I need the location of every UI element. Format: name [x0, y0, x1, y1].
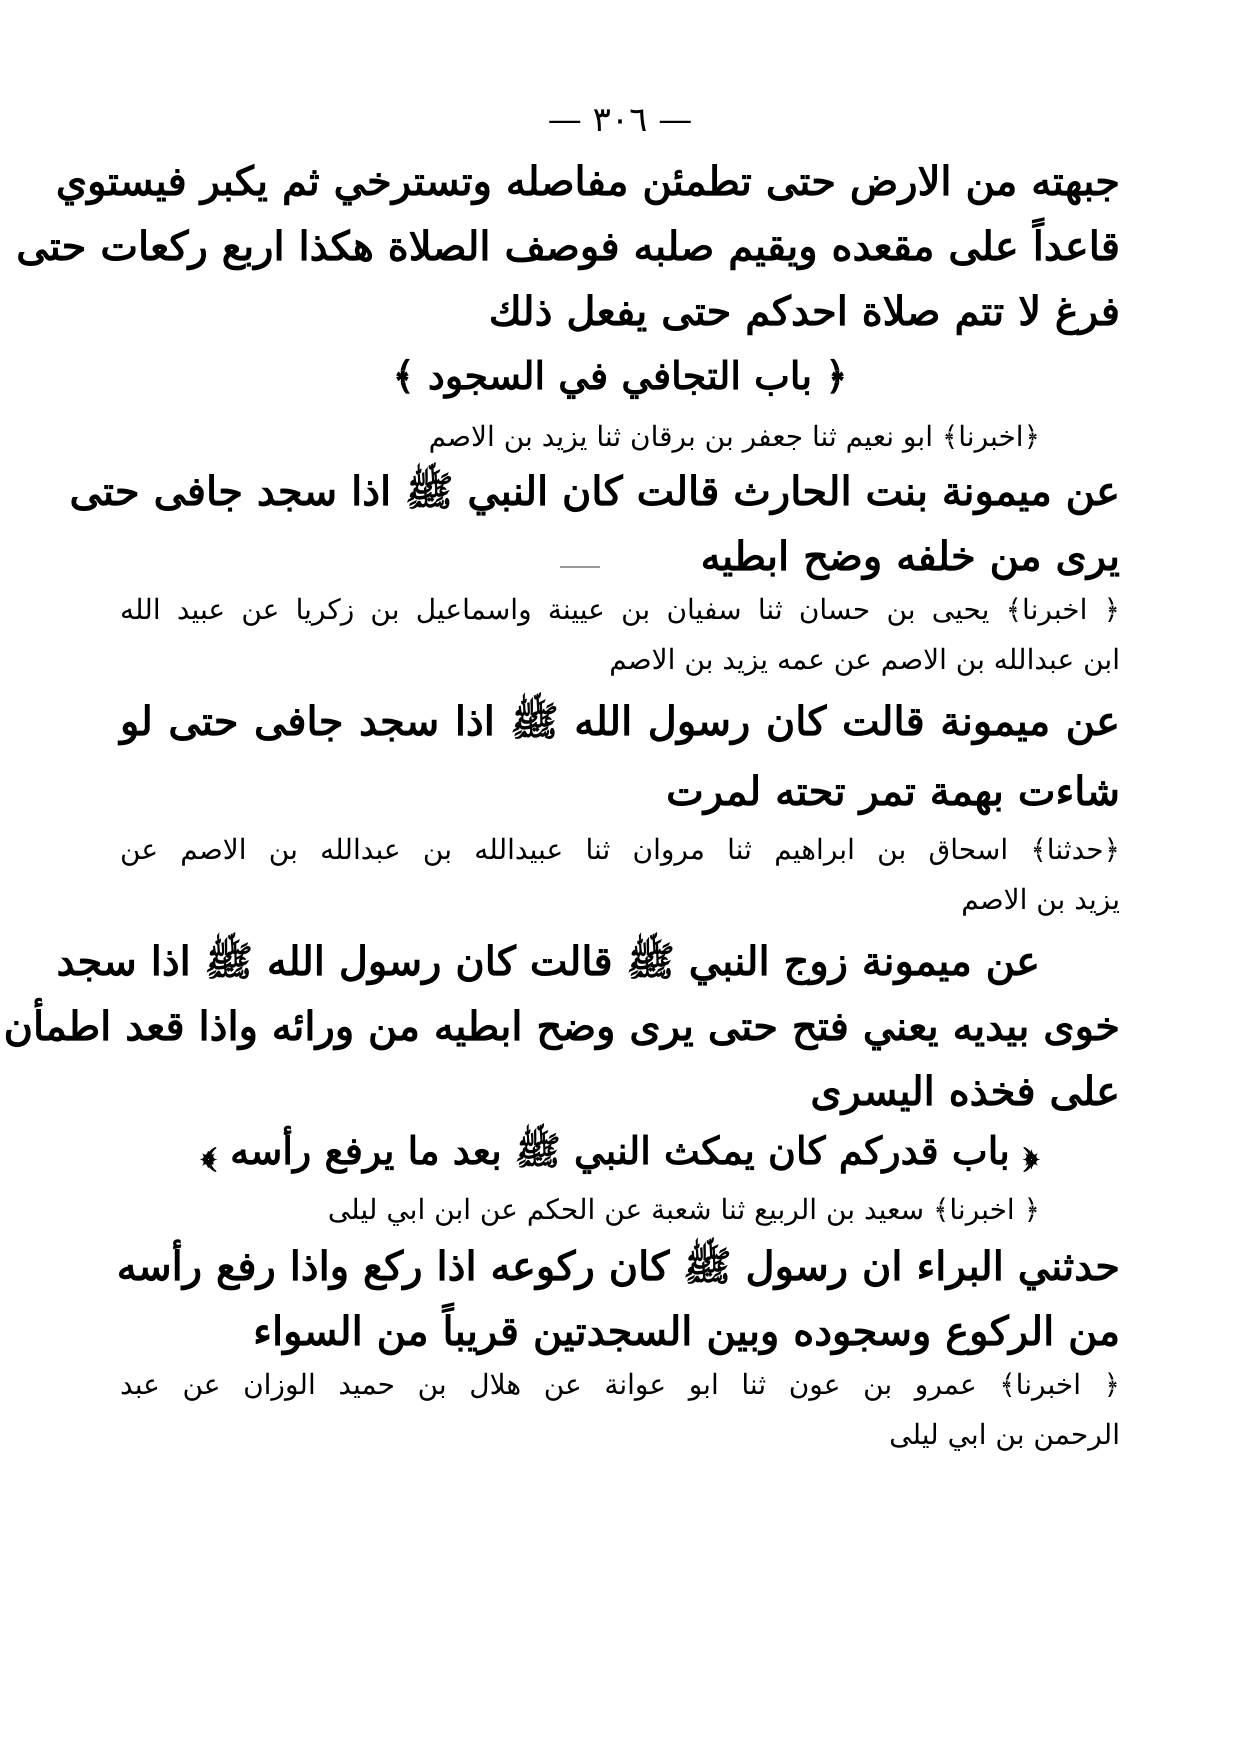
text-line-5: يرى من خلفه وضح ابطيه: [700, 533, 1120, 580]
text-line-4: عن ميمونة بنت الحارث قالت كان النبي ﷺ اذا سجد جافى حتى: [69, 468, 1120, 515]
isnad-line-8: الرحمن بن ابي ليلى: [889, 1418, 1120, 1451]
text-line-3: فرغ لا تتم صلاة احدكم حتى يفعل ذلك: [488, 288, 1120, 335]
text-line-7: شاءت بهمة تمر تحته لمرت: [666, 768, 1120, 815]
text-line-9: خوى بيديه يعني فتح حتى يرى وضح ابطيه من ورائه واذا قعد اطمأن: [3, 1003, 1120, 1050]
chapter-heading-1: ﴿ باب التجافي في السجود ﴾: [392, 353, 848, 398]
text-line-8: عن ميمونة زوج النبي ﷺ قالت كان رسول الله ﷺ اذا سجد: [56, 938, 1040, 985]
chapter-heading-2: ﴿ باب قدركم كان يمكث النبي ﷺ بعد ما يرفع رأسه ﴾: [201, 1128, 1039, 1173]
isnad-line-6: ﴿ اخبرنا﴾ سعيد بن الربيع ثنا شعبة عن الحكم عن ابن ابي ليلى: [327, 1193, 1040, 1226]
page-number: — ٣٠٦ —: [547, 100, 693, 140]
isnad-line-4: ﴿حدثنا﴾ اسحاق بن ابراهيم ثنا مروان ثنا عبيدالله بن عبدالله بن الاصم عن: [120, 833, 1120, 866]
text-line-1: جبهته من الارض حتى تطمئن مفاصله وتسترخي ثم يكبر فيستوي: [55, 158, 1120, 205]
text-line-12: من الركوع وسجوده وبين السجدتين قريباً من السواء: [253, 1308, 1120, 1355]
text-line-2: قاعداً على مقعده ويقيم صلبه فوصف الصلاة هكذا اربع ركعات حتى: [16, 223, 1120, 270]
text-line-6: عن ميمونة قالت كان رسول الله ﷺ اذا سجد جافى حتى لو: [120, 698, 1120, 745]
scan-speck: [560, 566, 600, 568]
isnad-line-3: ابن عبدالله بن الاصم عن عمه يزيد بن الاصم: [609, 643, 1120, 676]
isnad-line-2: ﴿ اخبرنا﴾ يحيى بن حسان ثنا سفيان بن عيينة واسماعيل بن زكريا عن عبيد الله: [120, 593, 1120, 626]
text-line-11: حدثني البراء ان رسول ﷺ كان ركوعه اذا ركع واذا رفع رأسه: [116, 1243, 1120, 1290]
text-line-10: على فخذه اليسرى: [810, 1068, 1120, 1115]
isnad-line-5: يزيد بن الاصم: [961, 883, 1120, 916]
isnad-line-7: ﴿ اخبرنا﴾ عمرو بن عون ثنا ابو عوانة عن هلال بن حميد الوزان عن عبد: [120, 1368, 1120, 1401]
isnad-line-1: ﴿اخبرنا﴾ ابو نعيم ثنا جعفر بن برقان ثنا يزيد بن الاصم: [428, 420, 1040, 453]
